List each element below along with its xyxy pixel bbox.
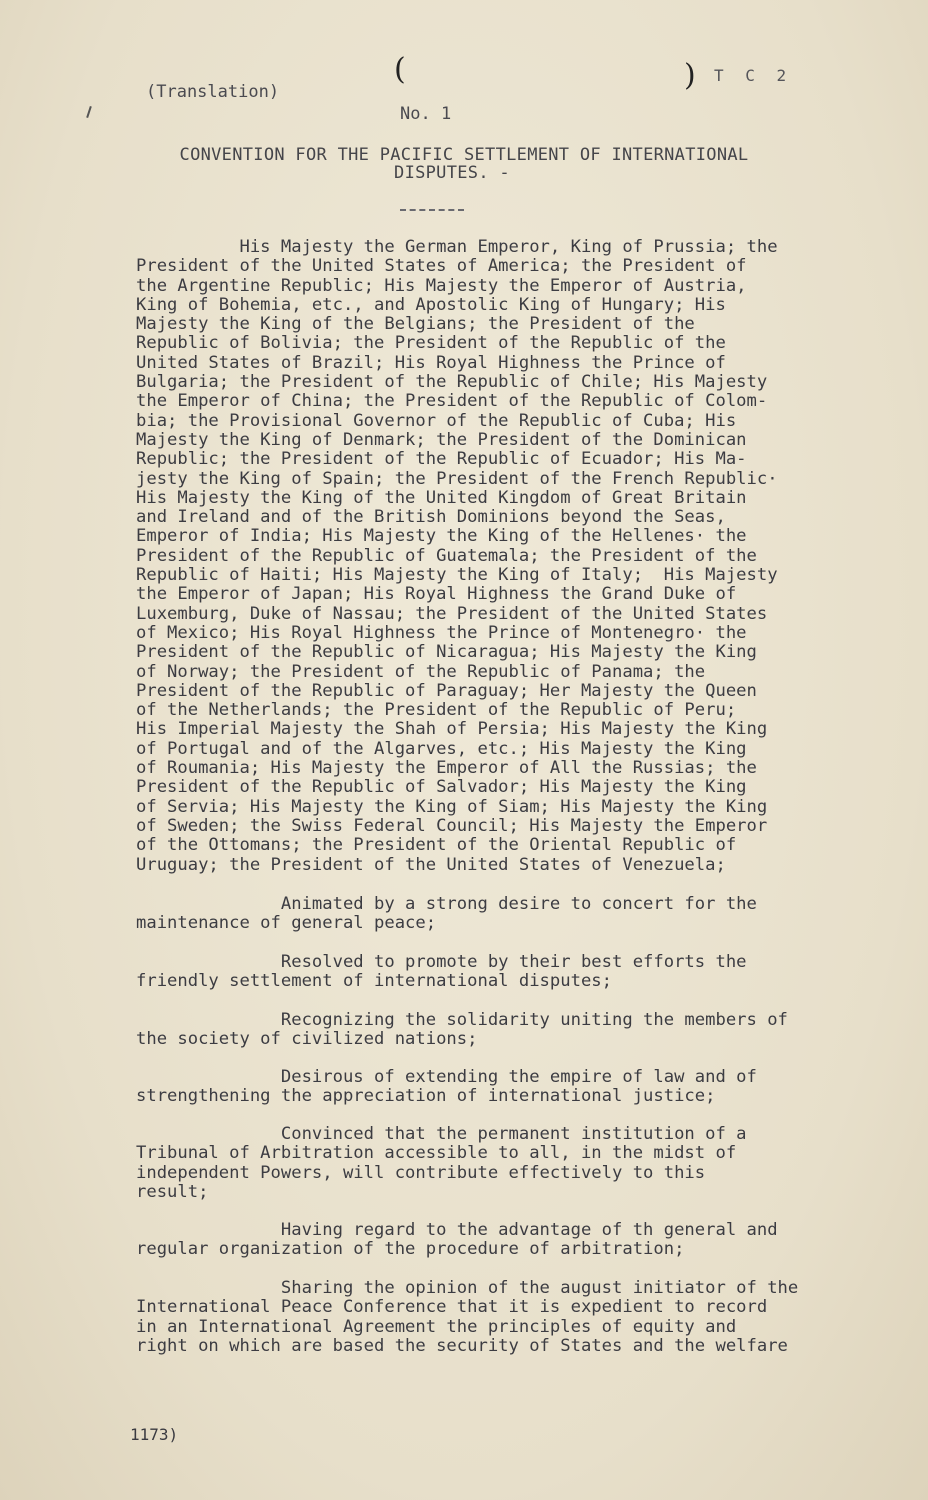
text-line: Bulgaria; the President of the Republic of Chile; His Majesty: [136, 373, 768, 393]
text-line: Animated by a strong desire to concert for the: [136, 895, 757, 914]
text-line: King of Bohemia, etc., and Apostolic King of Hungary; His: [136, 295, 726, 315]
text-line: maintenance of general peace;: [136, 914, 437, 934]
text-line: result;: [136, 1182, 209, 1202]
text-line: Emperor of India; His Majesty the King of the Hellenes· the: [136, 527, 747, 547]
text-line: Luxemburg, Duke of Nassau; the President of the United States: [136, 604, 768, 624]
text-line: Convinced that the permanent institution of a: [136, 1125, 747, 1144]
text-line: Republic of Haiti; His Majesty the King of Italy; His Majesty: [136, 566, 778, 586]
text-line: President of the Republic of Guatemala; the President of the: [136, 546, 757, 566]
text-line: Republic of Bolivia; the President of the Republic of the: [136, 334, 726, 354]
text-line: Majesty the King of the Belgians; the President of the: [136, 315, 695, 335]
text-line: of Mexico; His Royal Highness the Prince of Montenegro· the: [136, 623, 747, 643]
text-line: Sharing the opinion of the august initiator of the: [136, 1279, 799, 1298]
text-line: International Peace Conference that it is expedient to record: [136, 1298, 768, 1318]
preamble-having-regard: [136, 1221, 851, 1260]
text-line: the society of civilized nations;: [136, 1030, 478, 1050]
preamble-animated: [136, 895, 851, 934]
text-line: President of the Republic of Paraguay; Her Majesty the Queen: [136, 681, 757, 701]
text-line: President of the Republic of Salvador; His Majesty the King: [136, 778, 747, 798]
text-line: His Majesty the King of the United Kingdom of Great Britain: [136, 488, 747, 508]
text-line: of Norway; the President of the Republic of Panama; the: [136, 662, 706, 682]
page-number: 1173): [130, 1425, 179, 1444]
text-line: of Servia; His Majesty the King of Siam; His Majesty the King: [136, 797, 768, 817]
text-line: right on which are based the security of States and the welfare: [136, 1336, 788, 1356]
text-line: of the Netherlands; the President of the Republic of Peru;: [136, 701, 737, 721]
preamble-desirous: [136, 1068, 851, 1107]
preamble-recognizing: [136, 1011, 851, 1050]
text-line: His Majesty the German Emperor, King of Prussia; the: [136, 238, 778, 257]
text-line: Majesty the King of Denmark; the President of the Dominican: [136, 430, 747, 450]
title-line-2: DISPUTES. -: [394, 163, 510, 183]
text-line: United States of Brazil; His Royal Highness the Prince of: [136, 353, 726, 373]
text-line: His Imperial Majesty the Shah of Persia; His Majesty the King: [136, 720, 768, 740]
text-line: the Argentine Republic; His Majesty the Emperor of Austria,: [136, 276, 747, 296]
text-line: Desirous of extending the empire of law and of: [136, 1068, 757, 1087]
text-line: strengthening the appreciation of international justice;: [136, 1087, 716, 1107]
text-line: jesty the King of Spain; the President of the French Republic·: [136, 469, 778, 489]
preamble-sharing: [136, 1279, 851, 1356]
margin-mark-right: ): [684, 58, 696, 93]
text-line: regular organization of the procedure of arbitration;: [136, 1240, 685, 1260]
text-line: in an International Agreement the principles of equity and: [136, 1317, 737, 1337]
title-line-1: CONVENTION FOR THE PACIFIC SETTLEMENT OF INTERNATIONAL: [179, 145, 749, 165]
text-line: the Emperor of China; the President of the Republic of Colom-: [136, 392, 768, 412]
preamble-parties: [136, 238, 851, 875]
text-line: of Roumania; His Majesty the Emperor of All the Russias; the: [136, 759, 757, 779]
text-line: of Sweden; the Swiss Federal Council; His Majesty the Emperor: [136, 816, 768, 836]
text-line: bia; the Provisional Governor of the Republic of Cuba; His: [136, 411, 737, 431]
text-line: Having regard to the advantage of th general and: [136, 1221, 778, 1240]
document-number: No. 1: [400, 104, 452, 124]
text-line: of the Ottomans; the President of the Oriental Republic of: [136, 836, 737, 856]
text-line: President of the United States of America; the President of: [136, 257, 747, 277]
text-line: and Ireland and of the British Dominions beyond the Seas,: [136, 508, 726, 528]
translation-label: (Translation): [146, 82, 280, 102]
text-line: Uruguay; the President of the United States of Venezuela;: [136, 855, 726, 875]
text-line: Republic; the President of the Republic of Ecuador; His Ma-: [136, 450, 747, 470]
text-line: independent Powers, will contribute effectively to this: [136, 1163, 706, 1183]
text-line: Recognizing the solidarity uniting the members of: [136, 1011, 788, 1030]
text-line: of Portugal and of the Algarves, etc.; His Majesty the King: [136, 739, 747, 759]
text-line: President of the Republic of Nicaragua; His Majesty the King: [136, 643, 757, 663]
text-line: Tribunal of Arbitration accessible to all, in the midst of: [136, 1144, 737, 1164]
margin-mark-left: (: [394, 52, 406, 87]
preamble-resolved: [136, 953, 851, 992]
tc-label: T C 2: [714, 66, 793, 85]
title-divider: [400, 209, 464, 211]
text-line: the Emperor of Japan; His Royal Highness the Grand Duke of: [136, 585, 737, 605]
preamble-convinced: [136, 1125, 851, 1202]
text-line: friendly settlement of international disputes;: [136, 972, 612, 992]
margin-tick: [86, 106, 92, 118]
text-line: Resolved to promote by their best efforts the: [136, 953, 747, 972]
